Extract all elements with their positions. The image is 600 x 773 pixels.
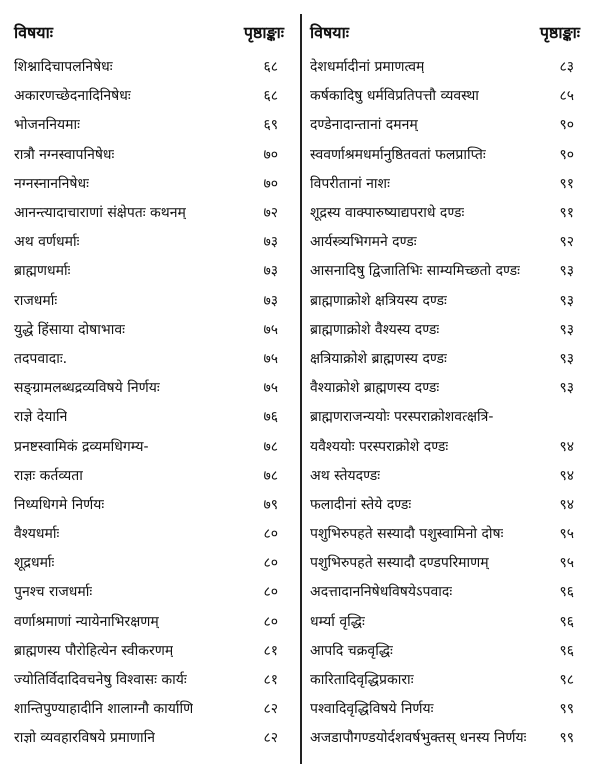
entry-page-number: ९३ — [559, 350, 574, 367]
index-entry — [310, 286, 588, 315]
index-entry — [310, 461, 588, 490]
entry-page-number: ९२ — [559, 234, 574, 251]
entry-page-number: ८० — [263, 613, 278, 630]
entry-title: पश्वादिवृद्धिविषये निर्णयः — [310, 701, 434, 718]
entry-title: भोजननियमाः — [14, 117, 80, 134]
index-entry — [14, 490, 292, 519]
page-heading: पृष्ठाङ्काः — [243, 23, 284, 42]
entry-page-number: ९० — [559, 117, 574, 134]
entry-title: अजडापौगण्डयोर्दशवर्षभुक्तस् धनस्य निर्णयः — [310, 730, 527, 747]
page-heading: पृष्ठाङ्काः — [539, 23, 580, 42]
entry-page-number: ७८ — [263, 438, 278, 455]
entry-title: कर्षकादिषु धर्मविप्रतिपत्तौ व्यवस्था — [310, 88, 479, 105]
index-entry — [310, 519, 588, 548]
entry-title: राज्ञे देयानि — [14, 409, 68, 426]
entry-title: विपरीतानां नाशः — [310, 175, 390, 192]
entry-list — [14, 52, 292, 753]
entry-title: पशुभिरुपहते सस्यादौ दण्डपरिमाणम् — [310, 555, 489, 572]
entry-title: देशधर्मादीनां प्रमाणत्वम् — [310, 59, 425, 76]
entry-title: अथ स्तेयदण्डः — [310, 467, 381, 484]
index-entry — [310, 577, 588, 606]
entry-title: फलादीनां स्तेये दण्डः — [310, 496, 412, 513]
entry-title: शूद्रस्य वाक्पारुष्याद्यपराधे दण्डः — [310, 205, 465, 222]
entry-list — [310, 52, 588, 753]
entry-page-number: ७८ — [263, 467, 278, 484]
index-entry — [14, 227, 292, 256]
entry-page-number: ९४ — [559, 438, 574, 455]
index-entry — [14, 694, 292, 723]
entry-title: क्षत्रियाक्रोशे ब्राह्मणस्य दण्डः — [310, 350, 447, 367]
entry-title: कारितादिवृद्धिप्रकाराः — [310, 672, 414, 689]
entry-title: वर्णाश्रमाणां न्यायेनाभिरक्षणम् — [14, 613, 159, 630]
index-entry — [14, 548, 292, 577]
entry-page-number: ७३ — [263, 234, 278, 251]
entry-title: पशुभिरुपहते सस्यादौ पशुस्वामिनो दोषः — [310, 526, 504, 543]
index-entry — [310, 548, 588, 577]
entry-page-number: ७० — [263, 146, 278, 163]
index-entry — [310, 636, 588, 665]
column-divider — [300, 14, 302, 764]
entry-page-number: ७० — [263, 175, 278, 192]
entry-page-number: ८३ — [559, 59, 574, 76]
entry-title: आनन्त्यादाचाराणां संक्षेपतः कथनम् — [14, 205, 186, 222]
entry-page-number: ७५ — [263, 321, 278, 338]
entry-page-number: ९४ — [559, 496, 574, 513]
entry-title: ज्योतिर्विदादिवचनेषु विश्वासः कार्यः — [14, 672, 187, 689]
index-entry — [310, 607, 588, 636]
index-entry — [14, 373, 292, 402]
index-entry — [14, 577, 292, 606]
entry-page-number: ७५ — [263, 350, 278, 367]
column-header — [14, 14, 292, 50]
subject-heading: विषयाः — [14, 23, 53, 42]
entry-page-number: ९९ — [559, 730, 574, 747]
entry-page-number: ९१ — [559, 175, 574, 192]
entry-title: यवैश्ययोः परस्पराक्रोशे दण्डः — [310, 438, 449, 455]
entry-title: पुनश्च राजधर्माः — [14, 584, 93, 601]
index-entry — [14, 461, 292, 490]
entry-page-number: ८२ — [263, 730, 278, 747]
index-entry — [310, 169, 588, 198]
entry-title: ब्राह्मणराजन्ययोः परस्पराक्रोशवत्क्षत्रि- — [310, 409, 494, 426]
index-entry — [310, 431, 588, 460]
index-entry — [14, 665, 292, 694]
entry-page-number: ९३ — [559, 292, 574, 309]
index-entry — [14, 431, 292, 460]
index-entry — [14, 140, 292, 169]
index-entry — [310, 665, 588, 694]
index-entry — [14, 402, 292, 431]
index-entry — [310, 110, 588, 139]
entry-title: निध्यधिगमे निर्णयः — [14, 496, 105, 513]
entry-page-number: ६८ — [263, 88, 278, 105]
entry-title: आर्यस्त्र्यभिगमने दण्डः — [310, 234, 417, 251]
entry-title: धर्म्या वृद्धिः — [310, 613, 365, 630]
entry-page-number: ९५ — [559, 526, 574, 543]
entry-page-number: ९३ — [559, 321, 574, 338]
entry-title: ब्राह्मणधर्माः — [14, 263, 71, 280]
entry-page-number: ९६ — [559, 613, 574, 630]
index-entry — [14, 256, 292, 285]
entry-page-number: ६८ — [263, 59, 278, 76]
index-entry — [14, 110, 292, 139]
entry-title: ब्राह्मणाक्रोशे क्षत्रियस्य दण्डः — [310, 292, 447, 309]
index-entry — [310, 52, 588, 81]
entry-page-number: ९५ — [559, 555, 574, 572]
index-entry — [310, 344, 588, 373]
entry-page-number: ८० — [263, 584, 278, 601]
entry-title: शिश्नादिचापलनिषेधः — [14, 59, 113, 76]
entry-page-number: ७९ — [263, 496, 278, 513]
entry-title: राजधर्माः — [14, 292, 58, 309]
index-entry — [14, 52, 292, 81]
index-entry — [310, 490, 588, 519]
entry-page-number: ७३ — [263, 263, 278, 280]
entry-title: नग्नस्नाननिषेधः — [14, 175, 89, 192]
entry-title: शूद्रधर्माः — [14, 555, 55, 572]
index-entry — [310, 723, 588, 752]
entry-page-number: ९६ — [559, 584, 574, 601]
right-column — [310, 14, 588, 753]
entry-title: अथ वर्णधर्माः — [14, 234, 80, 251]
entry-title: वैश्याक्रोशे ब्राह्मणस्य दण्डः — [310, 380, 440, 397]
entry-title: ब्राह्मणस्य पौरोहित्येन स्वीकरणम् — [14, 642, 174, 659]
entry-page-number: ७६ — [263, 409, 278, 426]
entry-page-number: ९३ — [559, 380, 574, 397]
entry-title: ब्राह्मणाक्रोशे वैश्यस्य दण्डः — [310, 321, 440, 338]
entry-page-number: ७५ — [263, 380, 278, 397]
entry-page-number: ७३ — [263, 292, 278, 309]
index-entry — [310, 227, 588, 256]
entry-page-number: ९८ — [559, 672, 574, 689]
subject-heading: विषयाः — [310, 23, 349, 42]
column-header — [310, 14, 588, 50]
entry-page-number: ७२ — [263, 205, 278, 222]
index-entry — [310, 694, 588, 723]
index-entry — [14, 723, 292, 752]
left-column — [14, 14, 292, 753]
entry-page-number: ८२ — [263, 701, 278, 718]
entry-title: स्ववर्णाश्रमधर्मानुष्ठितवतां फलप्राप्तिः — [310, 146, 486, 163]
entry-page-number: ९३ — [559, 263, 574, 280]
entry-page-number: ९४ — [559, 467, 574, 484]
index-entry — [14, 315, 292, 344]
index-entry — [14, 636, 292, 665]
index-entry — [14, 607, 292, 636]
entry-title: आसनादिषु द्विजातिभिः साम्यमिच्छतो दण्डः — [310, 263, 520, 280]
entry-title: शान्तिपुण्याहादीनि शालाग्नौ कार्याणि — [14, 701, 194, 718]
entry-page-number: ९१ — [559, 205, 574, 222]
entry-title: तदपवादाः. — [14, 350, 68, 367]
entry-page-number: ९६ — [559, 642, 574, 659]
entry-page-number: ८१ — [263, 672, 278, 689]
entry-page-number: ८१ — [263, 642, 278, 659]
entry-page-number: ९० — [559, 146, 574, 163]
entry-title: आपदि चक्रवृद्धिः — [310, 642, 393, 659]
entry-page-number: ९९ — [559, 701, 574, 718]
entry-page-number: ८० — [263, 526, 278, 543]
entry-title: दण्डेनादान्तानां दमनम् — [310, 117, 418, 134]
entry-page-number: ८५ — [559, 88, 574, 105]
index-entry — [310, 373, 588, 402]
index-entry — [310, 81, 588, 110]
index-entry — [310, 198, 588, 227]
index-entry — [14, 81, 292, 110]
entry-title: राज्ञः कर्तव्यता — [14, 467, 83, 484]
entry-title: युद्धे हिंसाया दोषाभावः — [14, 321, 125, 338]
index-entry — [14, 286, 292, 315]
entry-page-number: ८० — [263, 555, 278, 572]
index-entry — [310, 402, 588, 431]
entry-title: अदत्तादाननिषेधविषयेऽपवादः — [310, 584, 453, 601]
entry-title: राज्ञो व्यवहारविषये प्रमाणानि — [14, 730, 156, 747]
index-entry — [14, 344, 292, 373]
index-entry — [310, 140, 588, 169]
index-entry — [310, 256, 588, 285]
entry-title: अकारणच्छेदनादिनिषेधः — [14, 88, 131, 105]
index-entry — [14, 169, 292, 198]
entry-title: रात्रौ नग्नस्वापनिषेधः — [14, 146, 115, 163]
index-entry — [14, 198, 292, 227]
entry-title: सङ्ग्रामलब्धद्रव्यविषये निर्णयः — [14, 380, 160, 397]
entry-title: वैश्यधर्माः — [14, 526, 60, 543]
index-entry — [14, 519, 292, 548]
entry-title: प्रनष्टस्वामिकं द्रव्यमधिगम्य- — [14, 438, 149, 455]
entry-page-number: ६९ — [263, 117, 278, 134]
index-entry — [310, 315, 588, 344]
